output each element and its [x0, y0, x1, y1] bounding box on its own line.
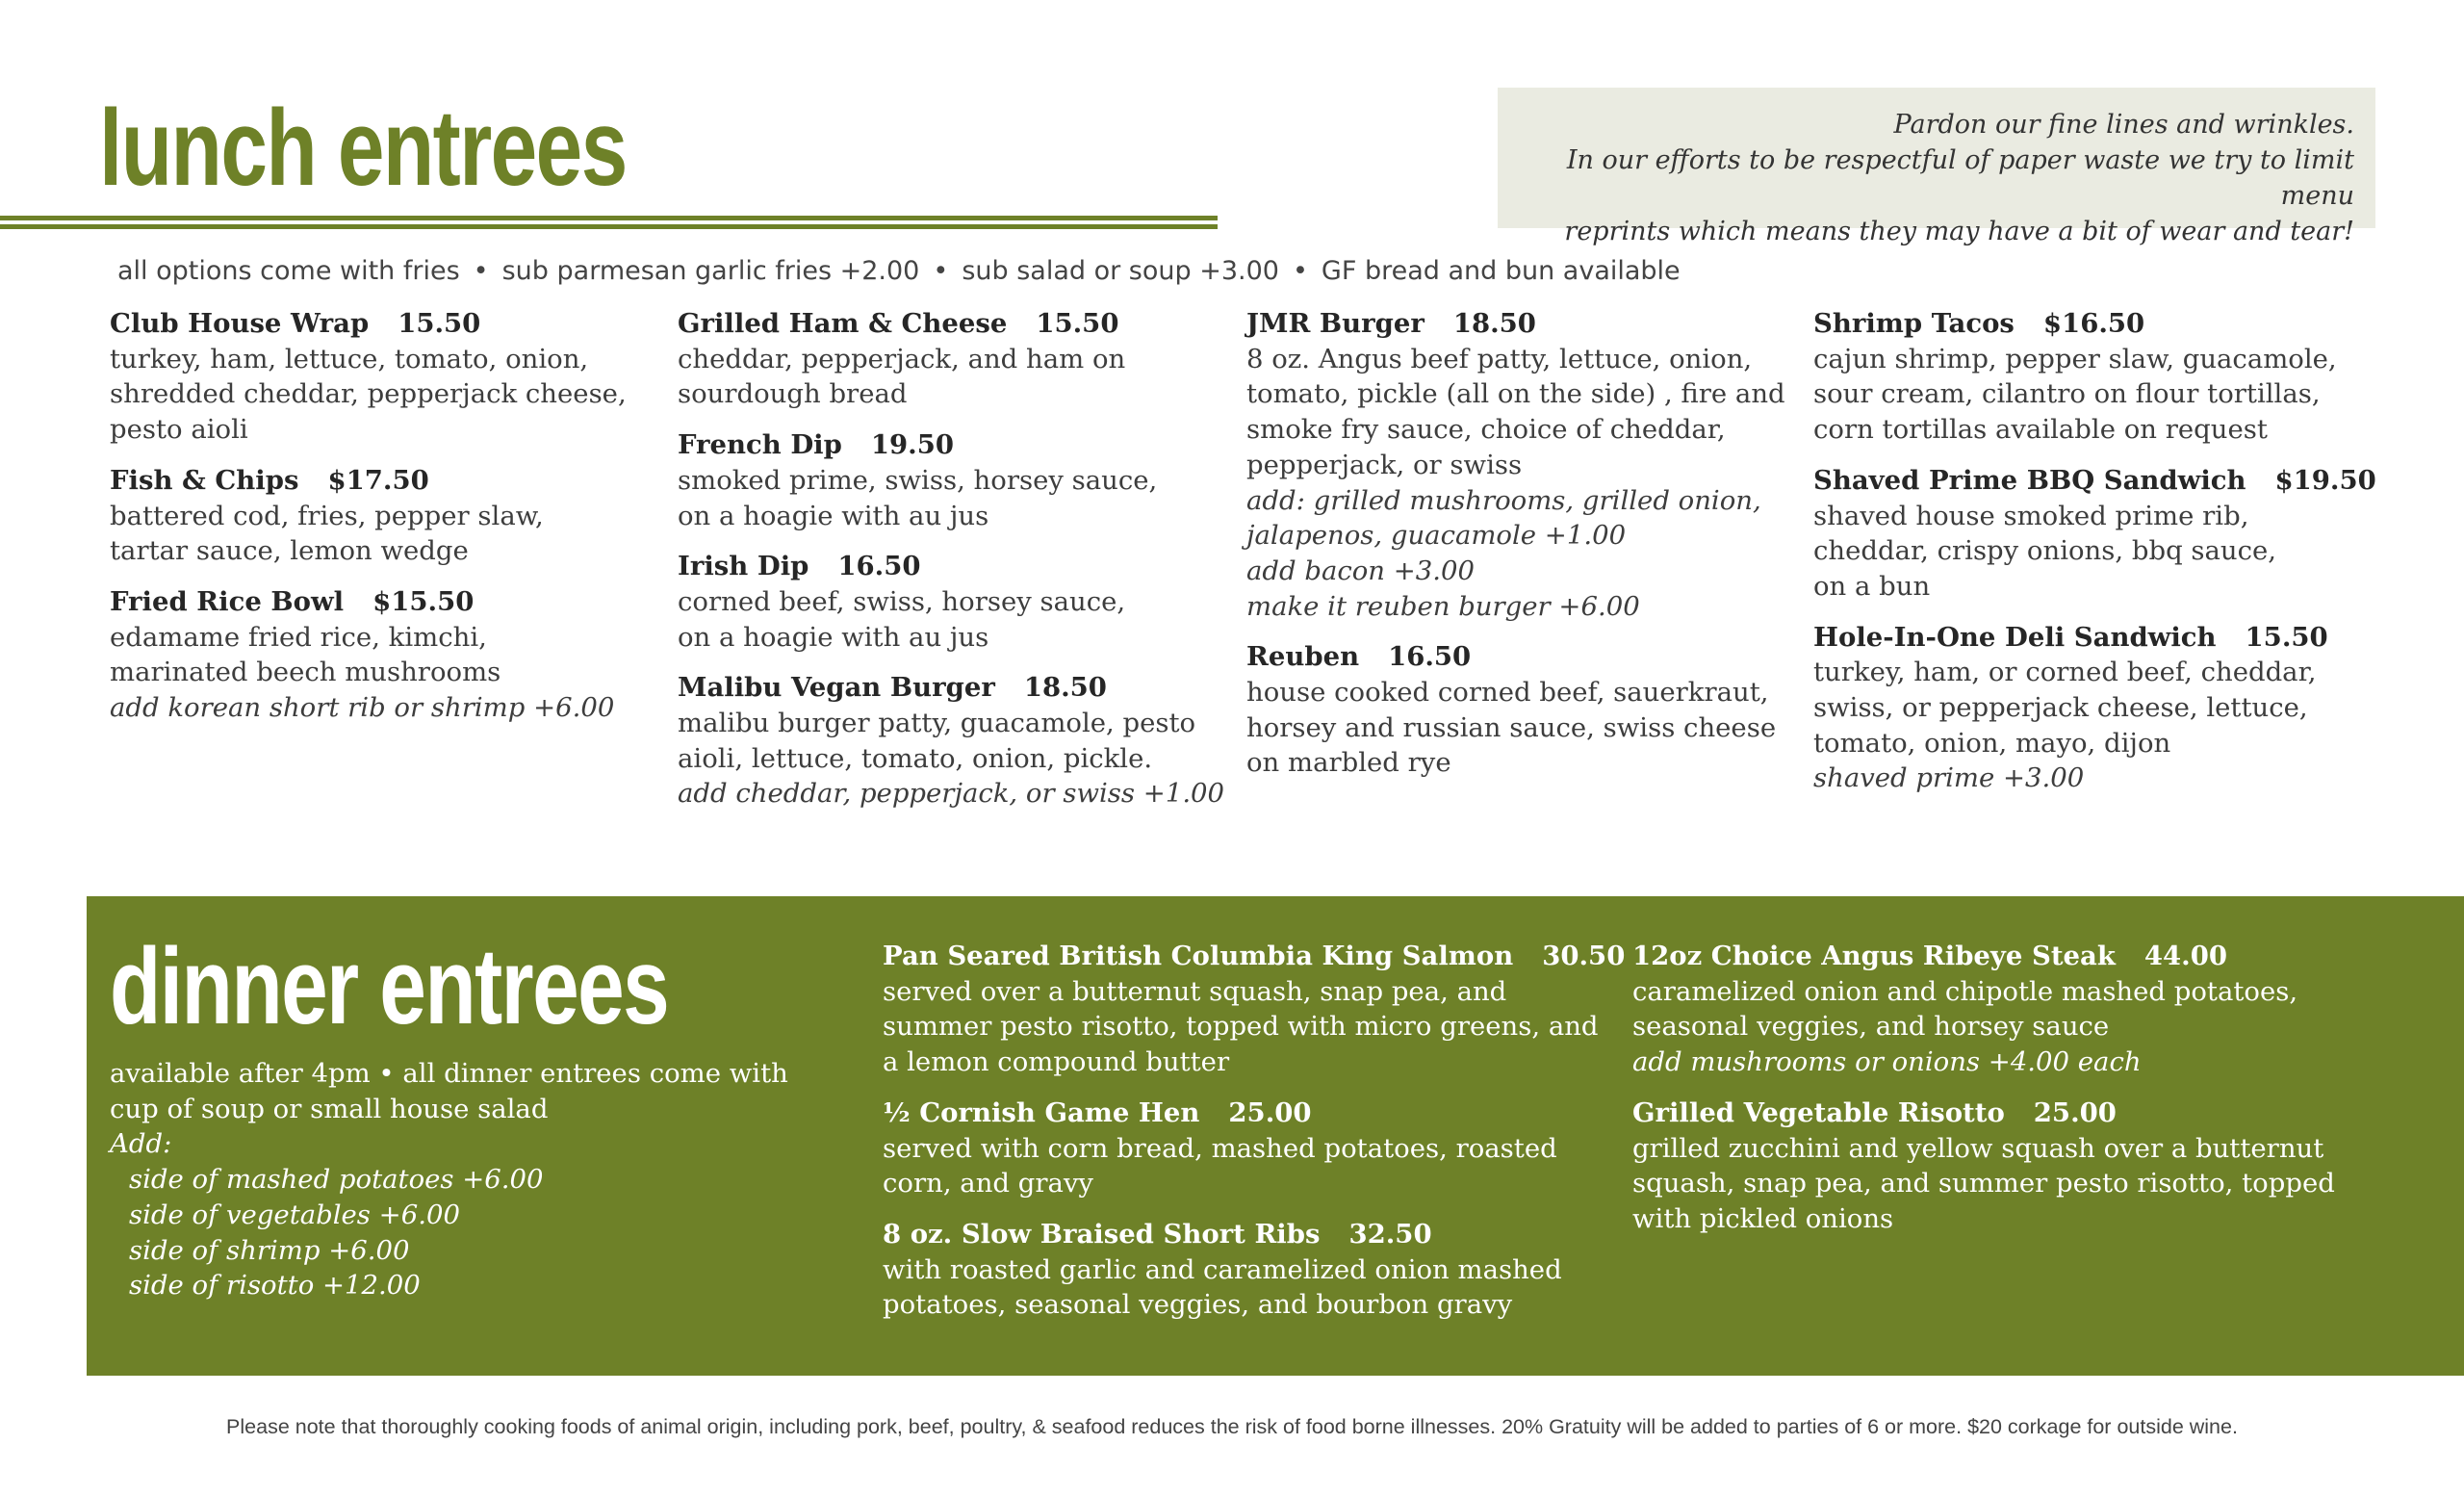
lunch-option: sub parmesan garlic fries +2.00	[501, 256, 920, 286]
menu-item-description: swiss, or pepperjack cheese, lettuce,	[1813, 692, 2308, 724]
menu-item	[883, 1217, 1614, 1323]
menu-item-price: 16.50	[1388, 641, 1472, 673]
menu-item-price: 30.50	[1542, 941, 1626, 971]
menu-item	[1813, 620, 2372, 797]
menu-item-description: corn, and gravy	[883, 1168, 1093, 1199]
notice-line: In our efforts to be respectful of paper waste we try to limit menu	[1566, 145, 2354, 211]
menu-item	[1813, 306, 2372, 448]
menu-item	[110, 584, 668, 726]
menu-item-header	[110, 584, 668, 620]
menu-item-description: aioli, lettuce, tomato, onion, pickle.	[678, 742, 1153, 774]
lunch-column-1	[110, 306, 668, 741]
dinner-info-line: cup of soup or small house salad	[110, 1093, 549, 1124]
menu-item-price: 19.50	[870, 429, 954, 461]
dinner-side-option: side of mashed potatoes +6.00	[129, 1164, 544, 1196]
title-divider-top	[0, 216, 1218, 220]
dinner-side-option: side of risotto +12.00	[129, 1270, 421, 1302]
menu-item-addon: add bacon +3.00	[1246, 555, 1476, 586]
menu-item-name: 8 oz. Slow Braised Short Ribs	[883, 1218, 1321, 1250]
menu-item-price: 32.50	[1348, 1218, 1432, 1250]
menu-item-addon: add cheddar, pepperjack, or swiss +1.00	[678, 778, 1225, 810]
menu-item-description: seasonal veggies, and horsey sauce	[1632, 1011, 2110, 1043]
menu-item-description: served with corn bread, mashed potatoes, roasted	[883, 1132, 1557, 1164]
bullet-separator: •	[1292, 256, 1308, 286]
menu-item	[678, 549, 1236, 655]
menu-item-header	[678, 670, 1236, 706]
menu-item-description: pepperjack, or swiss	[1246, 449, 1523, 480]
menu-item	[678, 306, 1236, 412]
lunch-option: GF bread and bun available	[1321, 256, 1681, 286]
menu-item-header	[678, 427, 1236, 463]
dinner-section	[87, 896, 2464, 1376]
menu-item-price: 25.00	[2033, 1096, 2117, 1128]
menu-item-price: 44.00	[2143, 941, 2228, 971]
menu-item-description: sour cream, cilantro on flour tortillas,	[1813, 378, 2321, 410]
menu-item-header	[1246, 639, 1805, 675]
menu-item-price: 15.50	[398, 308, 481, 339]
lunch-option: all options come with fries	[117, 256, 460, 286]
menu-item-addon: shaved prime +3.00	[1813, 762, 2085, 794]
menu-item-name: Club House Wrap	[110, 308, 370, 339]
menu-item-name: 12oz Choice Angus Ribeye Steak	[1632, 941, 2116, 971]
menu-item-description: with roasted garlic and caramelized onion mashed	[883, 1253, 1562, 1285]
menu-item-price: 15.50	[1036, 308, 1119, 339]
dinner-add-label: Add:	[110, 1128, 172, 1160]
menu-item-header	[1813, 620, 2372, 656]
menu-item-addon: add: grilled mushrooms, grilled onion,	[1246, 484, 1761, 516]
menu-item-header	[110, 306, 668, 342]
menu-item-description: shaved house smoked prime rib,	[1813, 500, 2249, 531]
menu-item	[1246, 639, 1805, 781]
menu-item-price: 18.50	[1023, 672, 1107, 704]
menu-item	[678, 427, 1236, 533]
notice-line: Pardon our fine lines and wrinkles.	[1893, 110, 2354, 140]
menu-item-header	[1632, 939, 2364, 974]
bullet-separator: •	[473, 256, 489, 286]
menu-item-header	[883, 1217, 1614, 1252]
menu-item-name: French Dip	[678, 429, 842, 461]
menu-item-description: corned beef, swiss, horsey sauce,	[678, 585, 1126, 617]
menu-item	[110, 306, 668, 448]
menu-item-header	[1813, 463, 2376, 499]
menu-item-description: a lemon compound butter	[883, 1046, 1230, 1078]
menu-item-name: Fish & Chips	[110, 464, 299, 496]
dinner-info-line: available after 4pm • all dinner entrees come with	[110, 1058, 788, 1089]
menu-item-description: cheddar, pepperjack, and ham on	[678, 343, 1126, 374]
menu-item-description: served over a butternut squash, snap pea, and	[883, 975, 1507, 1007]
menu-item-name: Fried Rice Bowl	[110, 585, 345, 617]
menu-item-description: caramelized onion and chipotle mashed potatoes,	[1632, 975, 2298, 1007]
menu-item-name: Grilled Ham & Cheese	[678, 308, 1008, 339]
menu-item-description: turkey, ham, lettuce, tomato, onion,	[110, 343, 589, 374]
menu-item-name: Grilled Vegetable Risotto	[1632, 1096, 2005, 1128]
menu-item-description: smoked prime, swiss, horsey sauce,	[678, 464, 1158, 496]
lunch-option: sub salad or soup +3.00	[962, 256, 1279, 286]
menu-item-addon: add korean short rib or shrimp +6.00	[110, 692, 615, 724]
menu-item-name: Irish Dip	[678, 551, 809, 582]
lunch-column-4	[1813, 306, 2376, 812]
menu-item-description: 8 oz. Angus beef patty, lettuce, onion,	[1246, 343, 1753, 374]
menu-item-description: smoke fry sauce, choice of cheddar,	[1246, 414, 1726, 446]
dinner-side-option: side of vegetables +6.00	[129, 1199, 460, 1230]
menu-item-description: with pickled onions	[1632, 1202, 1894, 1234]
footer-disclaimer: Please note that thoroughly cooking foods of animal origin, including pork, beef, poultry, & seafood reduces the risk of food borne illnesses. 20% Gratuity will be added to parties of 6 or more. $20 corkage for outside wine.	[226, 1415, 2238, 1438]
menu-item-price: 16.50	[837, 551, 921, 582]
menu-item-price: $15.50	[372, 585, 475, 617]
menu-item-description: on a hoagie with au jus	[678, 500, 989, 531]
menu-item-description: on a hoagie with au jus	[678, 621, 989, 653]
menu-item-price: $16.50	[2042, 308, 2145, 339]
menu-item-name: Shaved Prime BBQ Sandwich	[1813, 464, 2246, 496]
menu-item-description: summer pesto risotto, topped with micro greens, and	[883, 1011, 1599, 1043]
menu-item-description: tomato, onion, mayo, dijon	[1813, 727, 2171, 759]
dinner-column-2	[1632, 939, 2364, 1252]
menu-item-description: sourdough bread	[678, 378, 908, 410]
menu-item-description: pesto aioli	[110, 414, 248, 446]
menu-item-description: tartar sauce, lemon wedge	[110, 535, 469, 567]
menu-item-description: house cooked corned beef, sauerkraut,	[1246, 677, 1769, 709]
menu-item-description: edamame fried rice, kimchi,	[110, 621, 487, 653]
notice-box	[1498, 88, 2375, 246]
menu-item-header	[110, 463, 668, 499]
menu-item-addon: jalapenos, guacamole +1.00	[1246, 520, 1627, 552]
menu-item-header	[678, 306, 1236, 342]
menu-item	[1246, 306, 1805, 624]
menu-item-description: potatoes, seasonal veggies, and bourbon gravy	[883, 1289, 1513, 1321]
menu-item	[1632, 1096, 2364, 1237]
menu-item-price: $19.50	[2274, 464, 2376, 496]
menu-item-description: on a bun	[1813, 570, 1931, 602]
menu-item-price: $17.50	[327, 464, 429, 496]
menu-item-header	[678, 549, 1236, 584]
menu-item-name: JMR Burger	[1246, 308, 1424, 339]
lunch-options-line	[117, 256, 1681, 286]
menu-item-description: shredded cheddar, pepperjack cheese,	[110, 378, 627, 410]
menu-item-description: corn tortillas available on request	[1813, 414, 2268, 446]
dinner-section-title: dinner entrees	[110, 926, 669, 1046]
lunch-section-title: lunch entrees	[99, 88, 627, 208]
lunch-column-3	[1246, 306, 1805, 796]
menu-item	[1813, 463, 2376, 605]
bullet-separator: •	[933, 256, 949, 286]
lunch-column-2	[678, 306, 1236, 827]
menu-item-description: battered cod, fries, pepper slaw,	[110, 500, 544, 531]
menu-item-name: Reuben	[1246, 641, 1360, 673]
menu-item-name: Malibu Vegan Burger	[678, 672, 995, 704]
menu-item-description: marinated beech mushrooms	[110, 657, 501, 688]
menu-item-name: ½ Cornish Game Hen	[883, 1096, 1200, 1128]
dinner-column-1	[883, 939, 1626, 1338]
menu-item-description: squash, snap pea, and summer pesto risotto, topped	[1632, 1168, 2335, 1199]
dinner-side-option: side of shrimp +6.00	[129, 1234, 410, 1266]
menu-item	[883, 939, 1626, 1080]
menu-item-price: 18.50	[1452, 308, 1536, 339]
menu-item-header	[1632, 1096, 2364, 1131]
menu-item-price: 25.00	[1228, 1096, 1312, 1128]
menu-item-header	[883, 1096, 1614, 1131]
notice-line: reprints which means they may have a bit of wear and tear!	[1564, 217, 2354, 246]
menu-item-description: malibu burger patty, guacamole, pesto	[678, 708, 1196, 739]
menu-item-price: 15.50	[2245, 621, 2328, 653]
title-divider-bottom	[0, 224, 1218, 229]
menu-item-header	[883, 939, 1626, 974]
menu-item-description: turkey, ham, or corned beef, cheddar,	[1813, 657, 2317, 688]
menu-item-name: Hole-In-One Deli Sandwich	[1813, 621, 2217, 653]
dinner-info	[110, 1056, 841, 1303]
menu-item	[678, 670, 1236, 812]
menu-item-description: horsey and russian sauce, swiss cheese	[1246, 711, 1777, 743]
menu-item-addon: add mushrooms or onions +4.00 each	[1632, 1046, 2142, 1078]
menu-item-description: cajun shrimp, pepper slaw, guacamole,	[1813, 343, 2337, 374]
menu-item-name: Shrimp Tacos	[1813, 308, 2015, 339]
menu-item-header	[1246, 306, 1805, 342]
menu-item-description: on marbled rye	[1246, 747, 1451, 779]
menu-item-description: cheddar, crispy onions, bbq sauce,	[1813, 535, 2277, 567]
menu-item-header	[1813, 306, 2372, 342]
menu-item-name: Pan Seared British Columbia King Salmon	[883, 941, 1514, 971]
menu-item	[883, 1096, 1614, 1201]
menu-item	[1632, 939, 2364, 1080]
menu-item	[110, 463, 668, 569]
menu-item-addon: make it reuben burger +6.00	[1246, 590, 1640, 622]
menu-item-description: grilled zucchini and yellow squash over a butternut	[1632, 1132, 2324, 1164]
menu-item-description: tomato, pickle (all on the side) , fire and	[1246, 378, 1785, 410]
